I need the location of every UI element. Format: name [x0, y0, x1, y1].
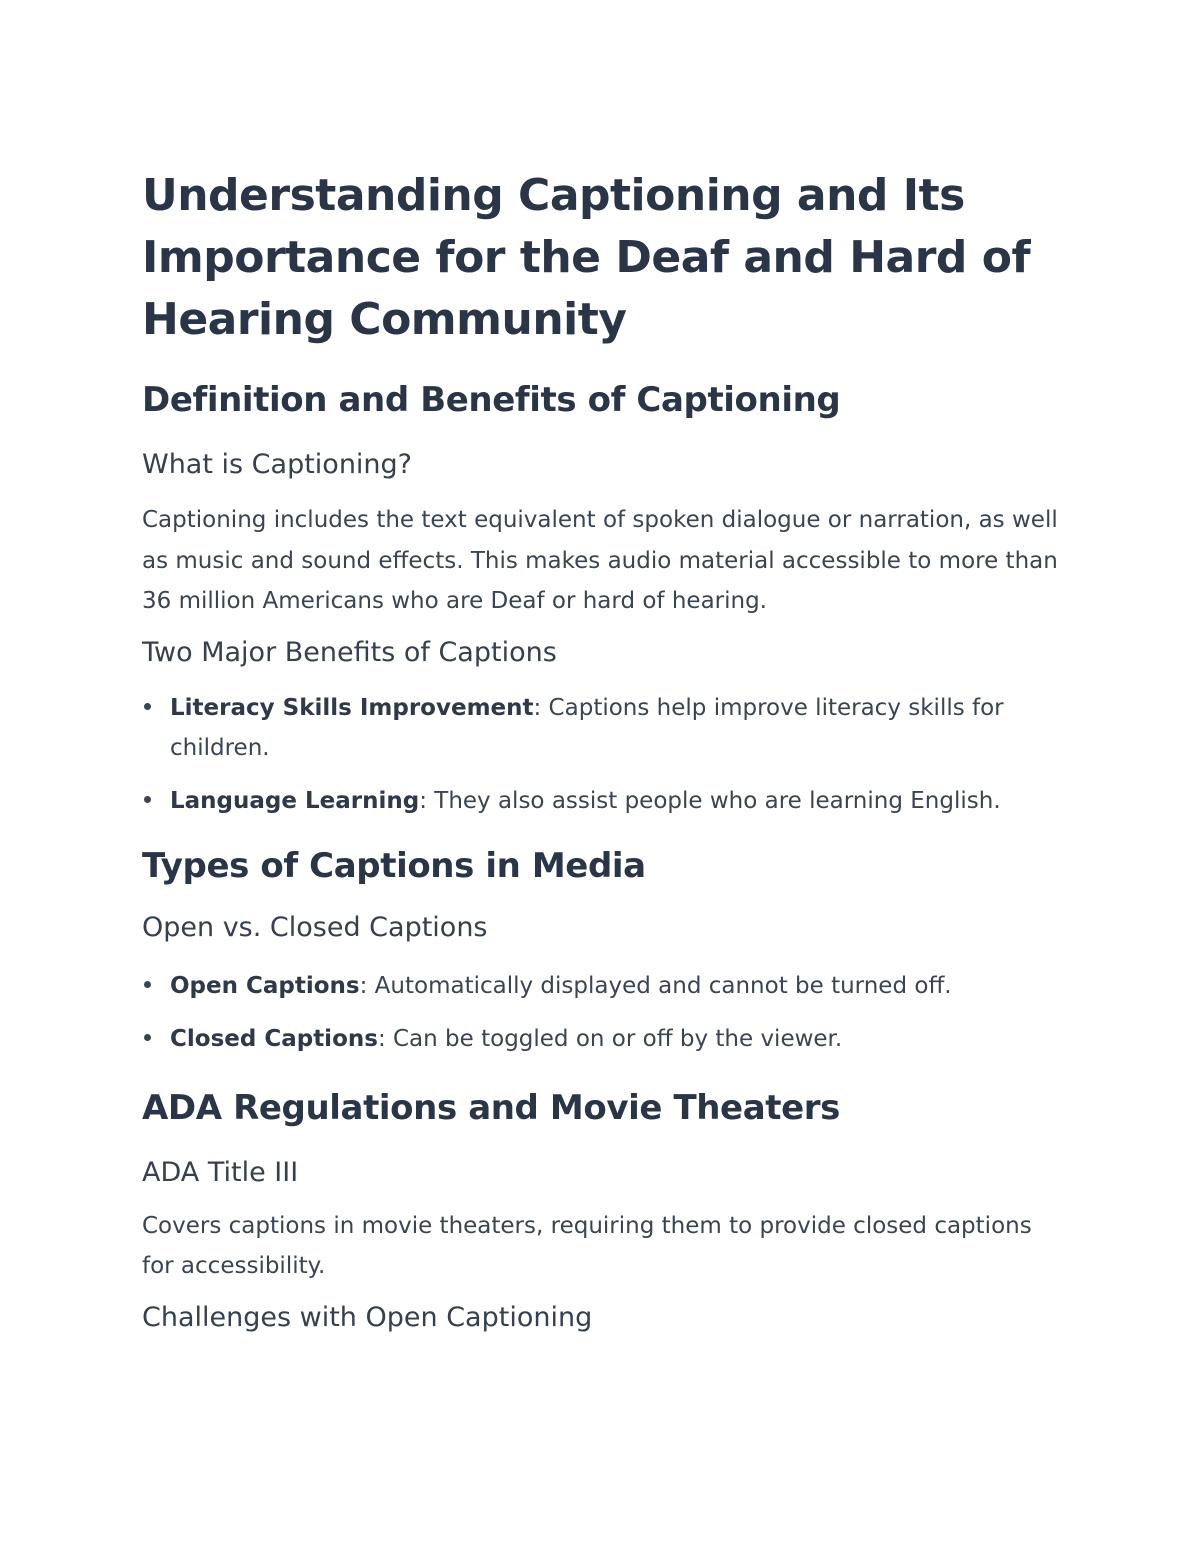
list-item-text: : They also assist people who are learning English. [419, 787, 1001, 814]
bullet-icon [144, 796, 151, 803]
list-item-label: Literacy Skills Improvement [170, 694, 534, 721]
paragraph-ada-title-iii: Covers captions in movie theaters, requiring them to provide closed captions for accessibility. [142, 1212, 1032, 1279]
section-heading-ada: ADA Regulations and Movie Theaters [142, 1087, 840, 1128]
subheading-what-is-captioning: What is Captioning? [142, 449, 413, 480]
subheading-two-benefits: Two Major Benefits of Captions [142, 636, 557, 668]
bullet-icon [144, 703, 151, 710]
benefits-list [142, 688, 1060, 821]
list-item [142, 688, 1060, 768]
subheading-open-vs-closed: Open vs. Closed Captions [142, 911, 488, 943]
caption-types-list [142, 966, 1060, 1059]
bullet-icon [144, 981, 151, 988]
list-item-label: Language Learning [170, 787, 420, 814]
page-title: Understanding Captioning and Its Importance for the Deaf and Hard of Hearing Community [142, 170, 1031, 345]
list-item-label: Closed Captions [170, 1025, 378, 1052]
section-heading-definition: Definition and Benefits of Captioning [142, 380, 841, 420]
list-item-text: : Can be toggled on or off by the viewer. [377, 1025, 843, 1052]
subheading-open-captioning-challenges: Challenges with Open Captioning [142, 1301, 593, 1333]
list-item [142, 781, 1060, 821]
subheading-ada-title-iii: ADA Title III [142, 1156, 299, 1188]
list-item-label: Open Captions [170, 972, 360, 999]
list-item [142, 966, 1060, 1006]
list-item-text: : Automatically displayed and cannot be turned off. [359, 972, 952, 999]
list-item [142, 1019, 1060, 1059]
bullet-icon [144, 1034, 151, 1041]
paragraph-captioning-definition: Captioning includes the text equivalent of spoken dialogue or narration, as well as music and sound effects. This makes audio material accessible to more than 36 million Americans who are Deaf or hard of hearing. [142, 507, 1058, 614]
list-item-text: : Captions help improve literacy skills for children. [170, 694, 1004, 761]
section-heading-types: Types of Captions in Media [142, 845, 646, 886]
